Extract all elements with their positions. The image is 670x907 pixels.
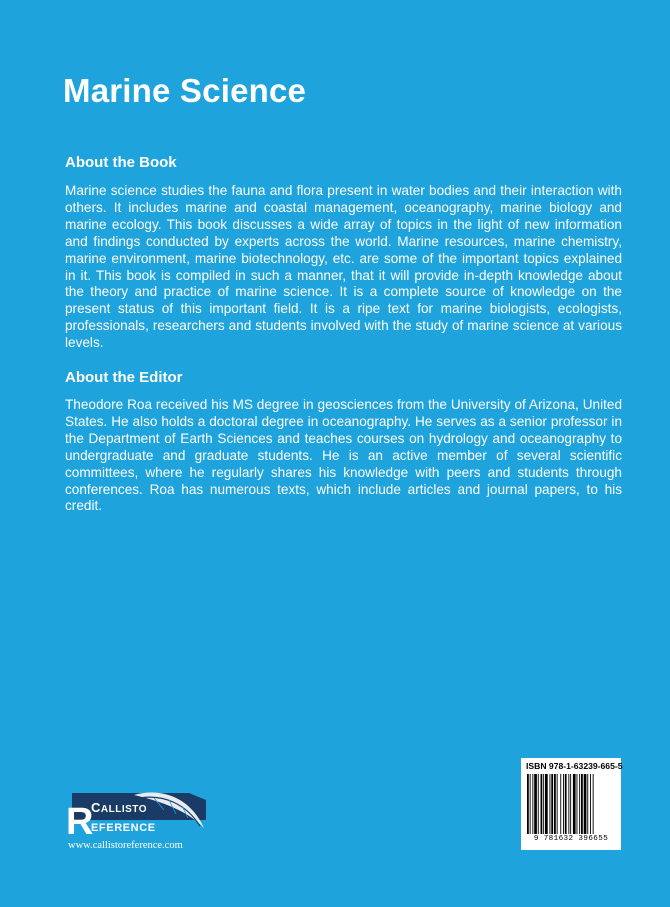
svg-text:EFERENCE: EFERENCE xyxy=(91,822,156,834)
barcode-digits: 9 781632 396655 xyxy=(533,835,609,843)
barcode xyxy=(521,758,621,850)
book-title: Marine Science xyxy=(63,72,307,109)
svg-text:CALLISTO: CALLISTO xyxy=(91,800,147,815)
about-book-text: Marine science studies the fauna and flora present in water bodies and their interaction with others. It includes marine and coastal management, oceanography, marine biology and marine ecology. This book discusses a wide array of topics in the light of new information and findings conducted by experts across the world. Marine resources, marine chemistry, marine environment, marine biotechnology, etc. are some of the important topics explained in it. This book is compiled in such a manner, that it will provide in-depth knowledge about the theory and practice of marine science. It is a complete source of knowledge on the present status of this important field. It is a ripe text for marine biologists, ecologists, professionals, researchers and students involved with the study of marine science at various levels. xyxy=(65,183,622,351)
publisher-url: www.callistoreference.com xyxy=(68,840,183,851)
svg-text:R: R xyxy=(66,801,94,843)
about-book-heading: About the Book xyxy=(65,154,177,171)
isbn-label: ISBN 978-1-63239-665-5 xyxy=(526,761,623,771)
about-editor-text: Theodore Roa received his MS degree in geosciences from the University of Arizona, United States. He also holds a doctoral degree in oceanography. He serves as a senior professor in the Department of Earth Sciences and teaches courses on hydrology and oceanography to undergraduate and graduate students. He is an active member of several scientific committees, where he regularly shares his knowledge with peers and students through conferences. Roa has numerous texts, which include articles and journal papers, to his credit. xyxy=(65,397,622,514)
barcode-bars xyxy=(527,774,615,834)
about-editor-heading: About the Editor xyxy=(65,369,183,386)
